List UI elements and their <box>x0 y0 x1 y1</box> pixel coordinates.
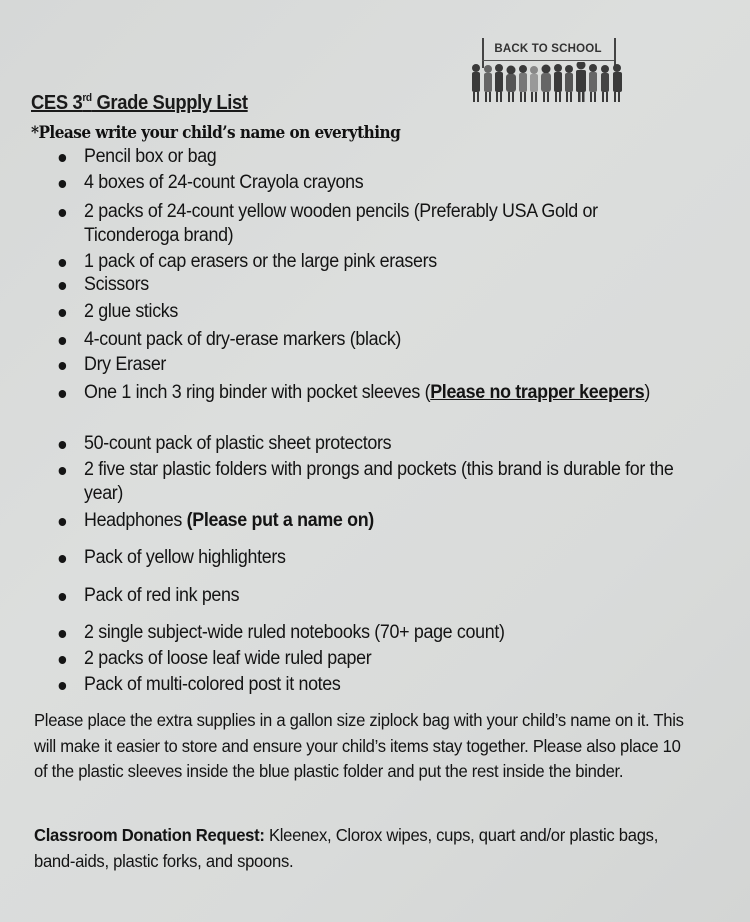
title-prefix: CES 3 <box>31 92 83 114</box>
bullet-icon <box>59 180 67 188</box>
supply-item <box>84 300 676 324</box>
back-to-school-logo <box>468 38 634 104</box>
supply-item <box>84 145 676 169</box>
bullet-icon <box>59 209 67 217</box>
supply-item <box>84 353 676 377</box>
item-text: Scissors <box>84 274 149 295</box>
item-text: 2 packs of 24-count yellow wooden pencils (Preferably USA Gold or Ticonderoga brand) <box>84 201 598 246</box>
name-reminder: *Please write your child’s name on everything <box>31 123 401 143</box>
item-text: 50-count pack of plastic sheet protectors <box>84 433 392 454</box>
supply-item <box>84 673 676 697</box>
supply-item <box>84 381 676 405</box>
supply-item <box>84 458 676 506</box>
item-emphasis: Please no trapper keepers <box>430 382 645 403</box>
supply-item <box>84 584 676 608</box>
donation-text: Kleenex, Clorox wipes, cups, quart and/or plastic bags, band-aids, plastic forks, and spoons. <box>34 825 659 871</box>
item-text: 2 packs of loose leaf wide ruled paper <box>84 648 372 669</box>
item-text: Pack of multi-colored post it notes <box>84 674 341 695</box>
item-text: Pencil box or bag <box>84 146 217 167</box>
banner-text: BACK TO SCHOOL <box>482 40 614 61</box>
bullet-icon <box>59 682 67 690</box>
title-suffix: Grade Supply List <box>91 92 248 114</box>
item-text: Pack of red ink pens <box>84 585 240 606</box>
item-text: One 1 inch 3 ring binder with pocket sleeves ( <box>84 382 431 403</box>
bullet-icon <box>59 337 67 345</box>
bullet-icon <box>59 390 67 398</box>
bullet-icon <box>59 656 67 664</box>
bullet-icon <box>59 441 67 449</box>
supply-item <box>84 647 676 671</box>
item-text: 4-count pack of dry-erase markers (black) <box>84 329 402 350</box>
supply-item <box>84 432 676 456</box>
donation-label: Classroom Donation Request: <box>34 825 265 845</box>
bullet-icon <box>59 362 67 370</box>
item-text: Headphones <box>84 510 187 531</box>
page-title <box>31 92 248 115</box>
supply-item <box>84 273 676 297</box>
supply-item <box>84 621 676 645</box>
item-text: Dry Eraser <box>84 354 167 375</box>
item-emphasis: (Please put a name on) <box>186 510 374 531</box>
instructions-paragraph: Please place the extra supplies in a gallon size ziplock bag with your child’s name on it. This will make it easier to store and ensure your child’s items stay together. Please also place 10 of the plastic sleeves inside the blue plastic folder and put the rest inside the binder. <box>34 710 684 781</box>
bullet-icon <box>59 555 67 563</box>
bullet-icon <box>59 282 67 290</box>
donation-request <box>34 823 690 874</box>
bullet-icon <box>59 309 67 317</box>
item-suffix: ) <box>644 382 651 403</box>
bullet-icon <box>59 630 67 638</box>
item-text: 1 pack of cap erasers or the large pink erasers <box>84 251 437 272</box>
children-group-icon <box>468 62 634 104</box>
bullet-icon <box>59 259 67 267</box>
item-text: 2 single subject-wide ruled notebooks (70+ page count) <box>84 622 505 643</box>
supply-item <box>84 250 676 274</box>
bullet-icon <box>59 518 67 526</box>
supply-item <box>84 328 676 352</box>
item-text: 2 glue sticks <box>84 301 178 322</box>
bullet-icon <box>59 467 67 475</box>
item-text: 4 boxes of 24-count Crayola crayons <box>84 172 364 193</box>
title-ordinal: rd <box>82 92 92 104</box>
bullet-icon <box>59 154 67 162</box>
supply-item <box>84 546 676 570</box>
item-text: Pack of yellow highlighters <box>84 547 286 568</box>
supply-item <box>84 200 676 248</box>
item-text: 2 five star plastic folders with prongs and pockets (this brand is durable for the year) <box>84 459 674 504</box>
supply-item <box>84 509 676 533</box>
supply-item <box>84 171 676 195</box>
bullet-icon <box>59 593 67 601</box>
